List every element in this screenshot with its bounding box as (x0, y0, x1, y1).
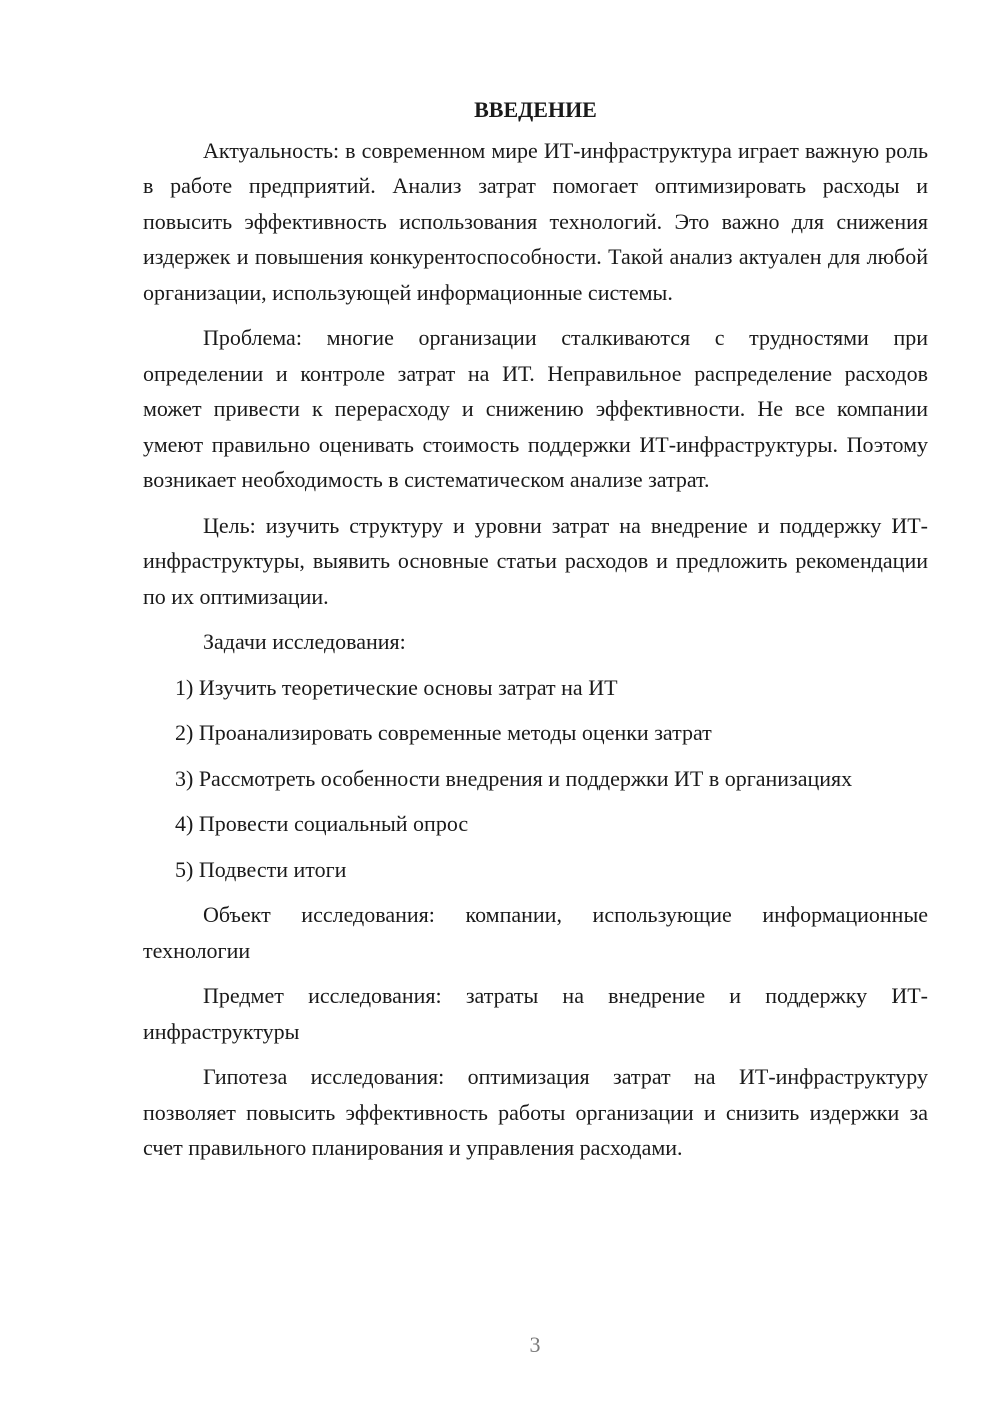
paragraph-relevance: Актуальность: в современном мире ИТ-инфраструктура играет важную роль в работе предприятий. Анализ затрат помогает оптимизировать расходы и повысить эффективность использования технологий. Это важно для снижения издержек и повышения конкурентоспособности. Такой анализ актуален для любой организации, использующей информационные системы. (143, 137, 928, 305)
paragraph-tasks-heading: Задачи исследования: (203, 629, 406, 654)
task-item-5: 5) Подвести итоги (175, 856, 347, 882)
paragraph-object: Объект исследования: компании, использующие информационные технологии (143, 902, 928, 963)
page-number: 3 (529, 1332, 541, 1357)
task-item-2: 2) Проанализировать современные методы оценки затрат (175, 720, 712, 745)
paragraph-hypothesis: Гипотеза исследования: оптимизация затрат на ИТ-инфраструктуру позволяет повысить эффективность работы организации и снизить издержки за счет правильного планирования и управления расходами. (143, 1064, 928, 1160)
paragraph-subject: Предмет исследования: затраты на внедрение и поддержку ИТ-инфраструктуры (143, 983, 928, 1044)
document-page (143, 92, 928, 1176)
page-title: ВВЕДЕНИЕ (474, 97, 597, 122)
task-item-4: 4) Провести социальный опрос (175, 811, 469, 836)
task-item-1: 1) Изучить теоретические основы затрат на ИТ (175, 674, 618, 700)
task-item-3: 3) Рассмотреть особенности внедрения и поддержки ИТ в организациях (175, 765, 853, 791)
paragraph-goal: Цель: изучить структуру и уровни затрат на внедрение и поддержку ИТ-инфраструктуры, выявить основные статьи расходов и предложить рекомендации по их оптимизации. (143, 512, 928, 609)
paragraph-problem: Проблема: многие организации сталкиваются с трудностями при определении и контроле затрат на ИТ. Неправильное распределение расходов может привести к перерасходу и снижению эффективности. Не все компании умеют правильно оценивать стоимость поддержки ИТ-инфраструктуры. Поэтому возникает необходимость в систематическом анализе затрат. (143, 325, 928, 492)
